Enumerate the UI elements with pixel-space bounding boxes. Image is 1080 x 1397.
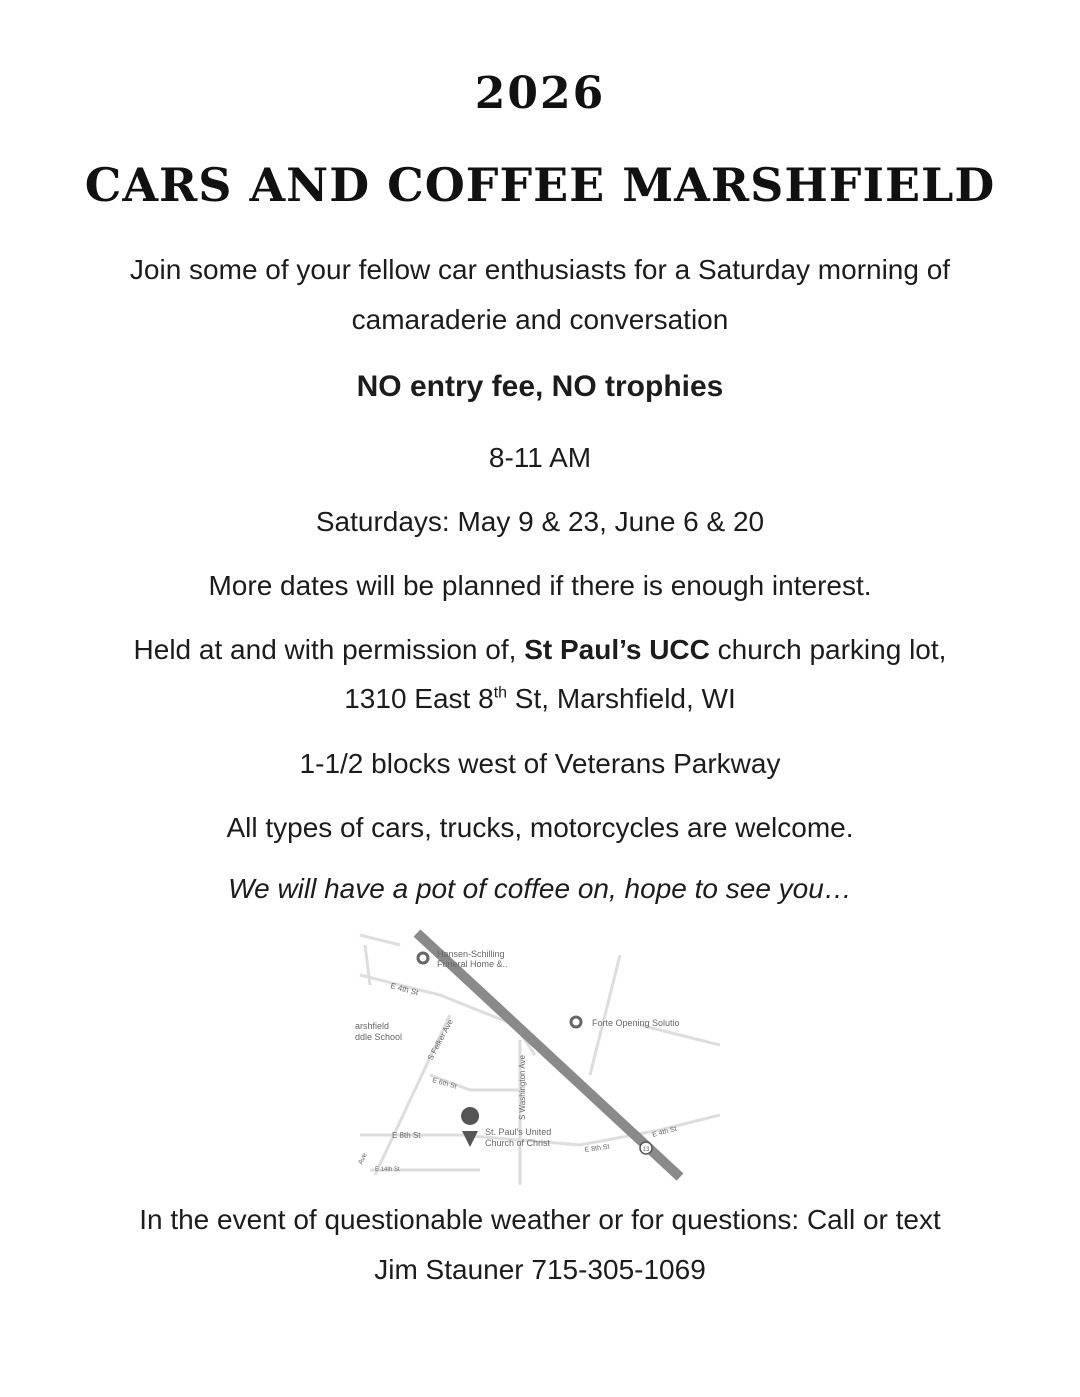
intro-line-2: camaraderie and conversation (351, 304, 729, 335)
map-label-e6th: E 6th St (431, 1077, 458, 1091)
map-label-school-2: ddle School (355, 1032, 403, 1042)
map-label-ave: Ave (357, 1152, 369, 1166)
contact-line-1: In the event of questionable weather or for questions: Call or text (139, 1204, 941, 1235)
coffee-note: We will have a pot of coffee on, hope to see you… (228, 873, 852, 904)
event-title: CARS AND COFFEE MARSHFIELD (84, 158, 996, 212)
church-pin-icon (461, 1107, 479, 1147)
venue-name: St Paul’s UCC (524, 634, 710, 665)
address-city: St, Marshfield, WI (507, 683, 736, 714)
fee-note: NO entry fee, NO trophies (356, 370, 724, 403)
map-label-e4th-right: E 4th St (651, 1125, 678, 1139)
poi-icon (418, 953, 428, 963)
map-label-e8th-right: E 8th St (584, 1143, 610, 1154)
welcome-note: All types of cars, trucks, motorcycles are welcome. (226, 812, 854, 843)
location-suffix: church parking lot, (709, 634, 947, 665)
location-prefix: Held at and with permission of, (133, 634, 525, 665)
map-label-funeral-home: Hansen-Schilling (437, 949, 505, 959)
poi-icon (571, 1017, 581, 1027)
map-label-felker: S Felker Ave (425, 1017, 455, 1062)
event-dates: Saturdays: May 9 & 23, June 6 & 20 (315, 506, 765, 537)
event-year: 2026 (474, 68, 606, 119)
map-label-forte: Forte Opening Solutio (592, 1018, 680, 1028)
map-label-church-2: Church of Christ (485, 1138, 551, 1148)
route-number: 13 (642, 1147, 650, 1153)
location-line (0, 634, 1080, 666)
location-map (340, 925, 720, 1185)
address-sup: th (493, 684, 508, 702)
intro-line-1: Join some of your fellow car enthusiasts for a Saturday morning of (129, 254, 951, 285)
map-label-washington: S Washington Ave (518, 1055, 527, 1120)
address-line (0, 683, 1080, 715)
map-label-e4th: E 4th St (389, 981, 420, 998)
map-label-funeral-home-2: Funeral Home &.. (437, 959, 508, 969)
map-label-e14th: E 14th St (375, 1167, 400, 1173)
contact-line-2: Jim Stauner 715-305-1069 (374, 1254, 706, 1285)
event-time: 8-11 AM (488, 442, 592, 473)
more-dates-note: More dates will be planned if there is enough interest. (208, 570, 872, 601)
map-label-school: arshfield (355, 1021, 390, 1031)
map-label-church: St. Paul's United (485, 1127, 552, 1137)
directions: 1-1/2 blocks west of Veterans Parkway (299, 748, 781, 779)
map-label-e8th: E 8th St (392, 1131, 421, 1140)
address-street: 1310 East 8 (344, 683, 494, 714)
